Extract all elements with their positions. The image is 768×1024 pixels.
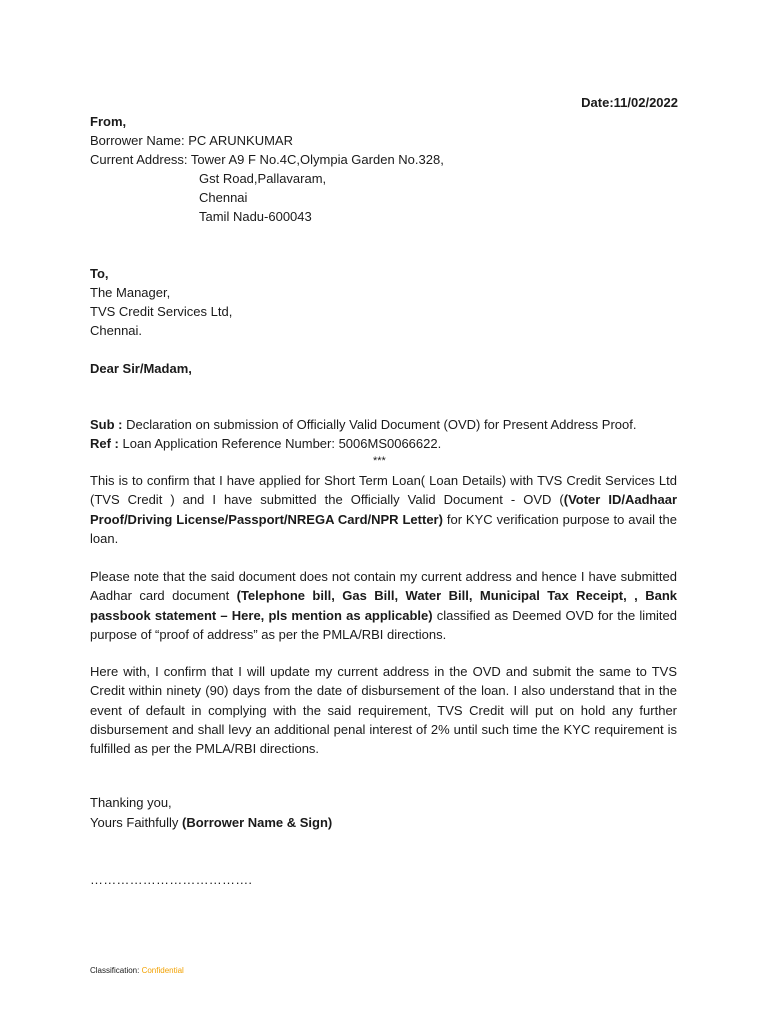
body-paragraph-2 [90,567,677,644]
subject-text: Declaration on submission of Officially Valid Document (OVD) for Present Address Proof. [122,417,637,432]
closing-yours [90,813,332,832]
reference-line [90,434,441,453]
current-address-line2: Gst Road,Pallavaram, [199,171,327,186]
p2-text-c: classified as Deemed OVD for the limited purpose of “proof of address” as per the PMLA/RBI directions. [90,607,677,642]
current-address-line4: Tamil Nadu-600043 [199,209,312,224]
borrower-name: Borrower Name: PC ARUNKUMAR [90,133,293,148]
letter-date: Date:11/02/2022 [581,95,678,110]
p2-text-a: Please note that the said document does not contain my current address and hence I have submitted Aadhar card document [90,569,677,604]
subject-label: Sub : [90,417,123,432]
current-address-line3: Chennai [199,190,248,205]
p1-text-c: for KYC verification purpose to avail the loan. [90,511,677,546]
recipient-line3: Chennai. [90,323,143,338]
sign-label: (Borrower Name & Sign) [182,815,333,830]
signature-line: ………………………………. [90,872,253,887]
classification-value: Confidential [141,966,184,975]
subject-line [90,415,636,434]
to-label: To, [90,266,109,281]
yours-faithfully: Yours Faithfully [90,815,183,830]
from-label: From, [90,114,127,129]
body-paragraph-1 [90,471,677,548]
p2-document-list: (Telephone bill, Gas Bill, Water Bill, Municipal Tax Receipt, , Bank passbook statement – Here, pls mention as applicable) [90,588,677,623]
recipient-line1: The Manager, [90,285,171,300]
separator-stars: *** [373,455,386,467]
recipient-line2: TVS Credit Services Ltd, [90,304,233,319]
closing-thanks: Thanking you, [90,795,172,810]
body-paragraph-3: Here with, I confirm that I will update my current address in the OVD and submit the same to TVS Credit within ninety (90) days from the date of disbursement of the loan. I also understand that in the event of default in complying with the said requirement, TVS Credit will put on hold any further disbursement and shall levy an additional penal interest of 2% until such time the KYC requirement is fulfilled as per the PMLA/RBI directions. [90,664,677,757]
salutation: Dear Sir/Madam, [90,361,192,376]
p1-text-a: This is to confirm that I have applied for Short Term Loan( Loan Details) with TVS Credit Services Ltd (TVS Credit ) and I have submitted the Officially Valid Document - OVD ( [90,473,677,508]
classification-footer [90,965,184,977]
reference-label: Ref : [90,436,119,451]
p1-document-list: (Voter ID/Aadhaar Proof/Driving License/Passport/NREGA Card/NPR Letter) [90,492,677,527]
classification-label: Classification: [90,966,142,975]
reference-text: Loan Application Reference Number: 5006MS0066622. [118,436,442,451]
current-address-line1: Current Address: Tower A9 F No.4C,Olympia Garden No.328, [90,152,444,167]
